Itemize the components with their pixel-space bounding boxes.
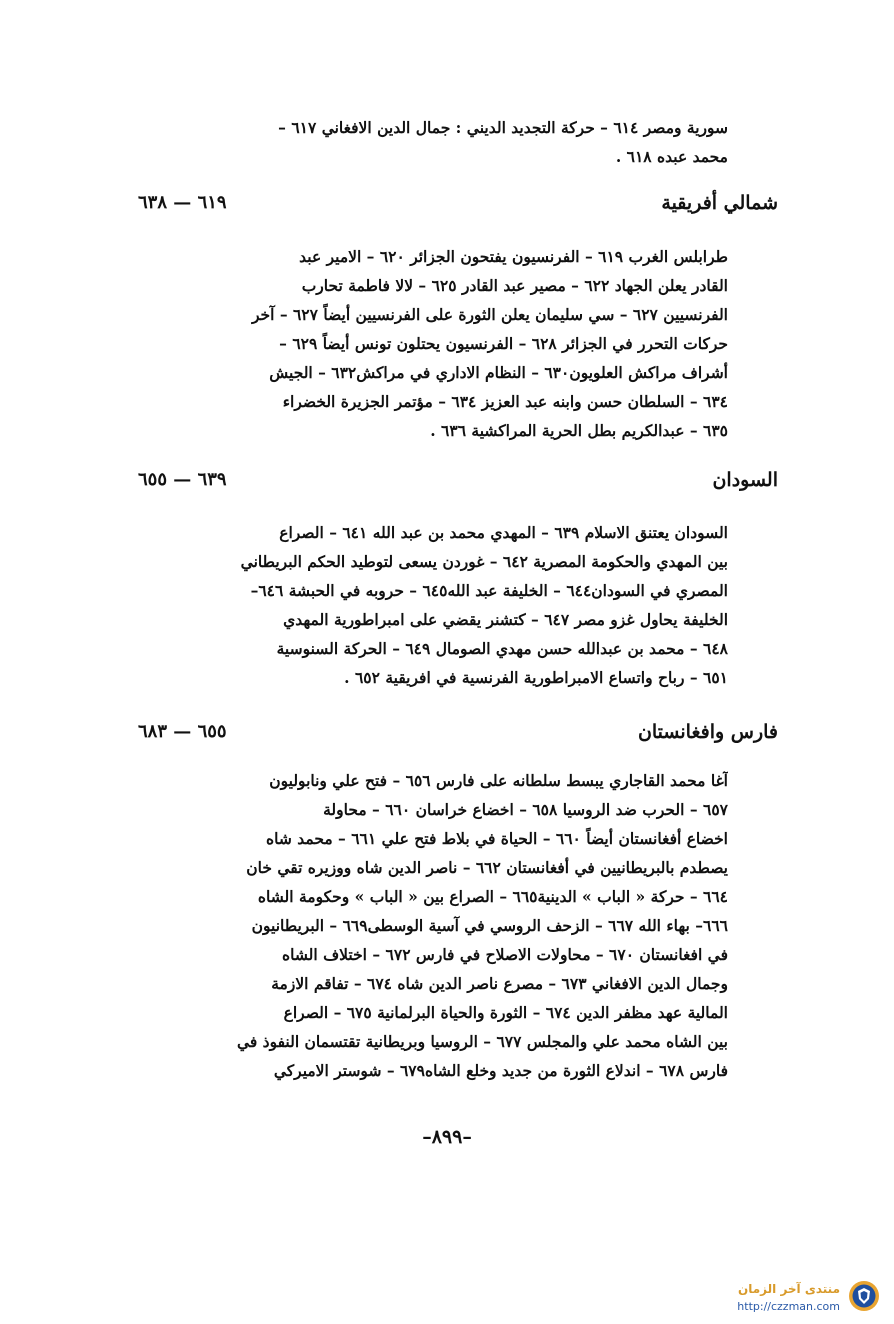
- intro-line: سورية ومصر ٦١٤ – حركة التجديد الديني : جمال الدين الافغاني ٦١٧ –: [278, 118, 728, 137]
- body-line: ٦٣٥ – عبدالكريم بطل الحرية المراكشية ٦٣٦ .: [430, 421, 728, 440]
- body-line: القادر يعلن الجهاد ٦٢٢ – مصير عبد القادر ٦٢٥ – لالا فاطمة تحارب: [301, 276, 728, 295]
- body-line: بين الشاه محمد علي والمجلس ٦٧٧ – الروسيا وبريطانية تقتسمان النفوذ في: [236, 1032, 728, 1051]
- body-line: آغا محمد القاجاري يبسط سلطانه على فارس ٦٥٦ – فتح علي ونابوليون: [269, 771, 728, 790]
- section-title: شمالي أفريقية: [661, 192, 778, 214]
- intro-line: محمد عبده ٦١٨ .: [615, 147, 728, 166]
- body-line: في افغانستان ٦٧٠ – محاولات الاصلاح في فارس ٦٧٢ – اختلاف الشاه: [282, 945, 728, 964]
- watermark-title: منتدى آخر الزمان: [738, 1282, 840, 1296]
- body-line: ٦٦٤ – حركة « الباب » الدينية٦٦٥ – الصراع بين « الباب » وحكومة الشاه: [257, 887, 728, 906]
- section-page-range: ٦٣٩ — ٦٥٥: [138, 469, 227, 490]
- body-line: ٦٤٨ – محمد بن عبدالله حسن مهدي الصومال ٦٤٩ – الحركة السنوسية: [276, 639, 728, 658]
- section-page-range: ٦٥٥ — ٦٨٣: [138, 721, 227, 742]
- section-body-persia-afghanistan: [180, 766, 728, 1085]
- section-page-range: ٦١٩ — ٦٣٨: [138, 192, 227, 213]
- body-line: يصطدم بالبريطانيين في أفغانستان ٦٦٢ – ناصر الدين شاه ووزيره تقي خان: [246, 858, 728, 877]
- watermark-url[interactable]: http://czzman.com: [737, 1300, 840, 1313]
- body-line: ٦٥١ – رباح واتساع الامبراطورية الفرنسية في افريقية ٦٥٢ .: [344, 668, 728, 687]
- body-line: وجمال الدين الافغاني ٦٧٣ – مصرع ناصر الدين شاه ٦٧٤ – تفاقم الازمة: [271, 974, 728, 993]
- page-number: –٨٩٩–: [422, 1126, 472, 1148]
- section-title: السودان: [712, 469, 778, 491]
- body-line: ٦٥٧ – الحرب ضد الروسيا ٦٥٨ – اخضاع خراسان ٦٦٠ – محاولة: [323, 800, 728, 819]
- shield-logo-icon: [848, 1280, 880, 1312]
- body-line: ٦٦٦– بهاء الله ٦٦٧ – الزحف الروسي في آسية الوسطى٦٦٩ – البريطانيون: [251, 916, 728, 935]
- body-line: بين المهدي والحكومة المصرية ٦٤٢ – غوردن يسعى لتوطيد الحكم البريطاني: [240, 552, 728, 571]
- body-line: المالية عهد مظفر الدين ٦٧٤ – الثورة والحياة البرلمانية ٦٧٥ – الصراع: [283, 1003, 728, 1022]
- section-heading-persia-afghanistan: [138, 715, 778, 749]
- body-line: ٦٣٤ – السلطان حسن وابنه عبد العزيز ٦٣٤ – مؤتمر الجزيرة الخضراء: [282, 392, 728, 411]
- body-line: اخضاع أفغانستان أيضاً ٦٦٠ – الحياة في بلاط فتح علي ٦٦١ – محمد شاه: [266, 829, 728, 848]
- section-heading-sudan: [138, 463, 778, 497]
- section-body-north-africa: [180, 242, 728, 445]
- body-line: طرابلس الغرب ٦١٩ – الفرنسيون يفتحون الجزائر ٦٢٠ – الامير عبد: [299, 247, 728, 266]
- body-line: أشراف مراكش العلويون٦٣٠ – النظام الاداري في مراكش٦٣٢ – الجيش: [269, 363, 728, 382]
- intro-paragraph: [180, 113, 728, 171]
- section-body-sudan: [180, 518, 728, 692]
- body-line: السودان يعتنق الاسلام ٦٣٩ – المهدي محمد بن عبد الله ٦٤١ – الصراع: [279, 523, 728, 542]
- body-line: المصري في السودان٦٤٤ – الخليفة عبد الله٦٤٥ – حروبه في الحبشة ٦٤٦–: [250, 581, 728, 600]
- watermark[interactable]: [686, 1276, 886, 1320]
- section-title: فارس وافغانستان: [637, 721, 778, 743]
- body-line: الخليفة يحاول غزو مصر ٦٤٧ – كتشنر يقضي على امبراطورية المهدي: [283, 610, 728, 629]
- section-heading-north-africa: [138, 186, 778, 220]
- body-line: حركات التحرر في الجزائر ٦٢٨ – الفرنسيون يحتلون تونس أيضاً ٦٢٩ –: [279, 334, 728, 353]
- body-line: فارس ٦٧٨ – اندلاع الثورة من جديد وخلع الشاه٦٧٩ – شوستر الاميركي: [273, 1061, 728, 1080]
- body-line: الفرنسيين ٦٢٧ – سي سليمان يعلن الثورة على الفرنسيين أيضاً ٦٢٧ – آخر: [251, 305, 728, 324]
